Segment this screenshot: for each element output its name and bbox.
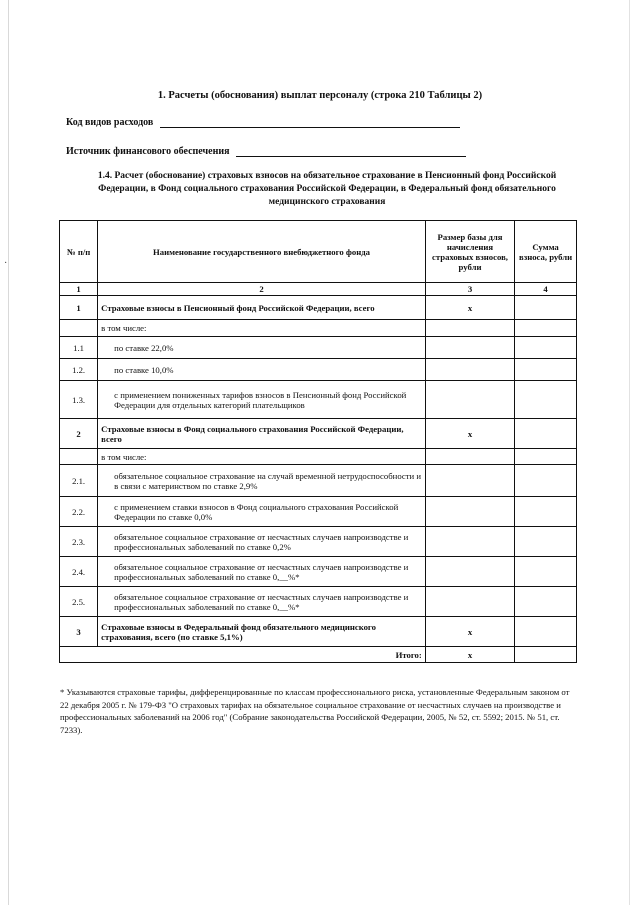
- row-num: 1: [60, 296, 98, 320]
- row-num: 3: [60, 617, 98, 647]
- table-row: [60, 296, 577, 320]
- col-number-4: 4: [515, 283, 577, 296]
- table-row: [60, 617, 577, 647]
- header-base: Размер базы для начисления страховых взносов, рубли: [425, 221, 514, 283]
- total-sum[interactable]: [515, 647, 577, 663]
- row-base[interactable]: [425, 497, 514, 527]
- row-sum[interactable]: [515, 320, 577, 337]
- table-row: [60, 527, 577, 557]
- row-sum[interactable]: [515, 557, 577, 587]
- insurance-contributions-table: [59, 220, 577, 663]
- row-base[interactable]: x: [425, 296, 514, 320]
- row-sum[interactable]: [515, 527, 577, 557]
- table-row: [60, 449, 577, 465]
- header-sum: Сумма взноса, рубли: [515, 221, 577, 283]
- row-base[interactable]: [425, 449, 514, 465]
- table-row: [60, 359, 577, 381]
- subsection-heading: 1.4. Расчет (обоснование) страховых взносов на обязательное страхование в Пенсионный фонд Российской Федерации, в Фонд социального страхования Российской Федерации, в Федеральный фонд обязательного медицинского страхования: [97, 171, 557, 207]
- row-num: 2: [60, 419, 98, 449]
- header-name: Наименование государственного внебюджетного фонда: [98, 221, 426, 283]
- row-name: Страховые взносы в Пенсионный фонд Российской Федерации, всего: [98, 296, 426, 320]
- row-base[interactable]: [425, 587, 514, 617]
- row-name: с применением ставки взносов в Фонд социального страхования Российской Федерации по ставке 0,0%: [98, 497, 426, 527]
- table-row: [60, 557, 577, 587]
- row-num: 2.2.: [60, 497, 98, 527]
- row-num: [60, 320, 98, 337]
- table-row: [60, 320, 577, 337]
- expense-code-input-line[interactable]: [160, 116, 460, 128]
- row-num: 1.3.: [60, 381, 98, 419]
- row-base[interactable]: [425, 557, 514, 587]
- row-name: Страховые взносы в Федеральный фонд обязательного медицинского страхования, всего (по ставке 5,1%): [98, 617, 426, 647]
- row-name: обязательное социальное страхование от несчастных случаев напроизводстве и профессиональных заболеваний по ставке 0,__%*: [98, 587, 426, 617]
- row-name: в том числе:: [98, 320, 426, 337]
- total-base[interactable]: x: [425, 647, 514, 663]
- table-row: [60, 381, 577, 419]
- scan-edge-left: [8, 0, 9, 905]
- table-row: [60, 587, 577, 617]
- row-base[interactable]: x: [425, 617, 514, 647]
- margin-mark: ·: [4, 258, 8, 269]
- col-number-2: 2: [98, 283, 426, 296]
- row-sum[interactable]: [515, 617, 577, 647]
- row-name: по ставке 22,0%: [98, 337, 426, 359]
- table-row: [60, 419, 577, 449]
- row-base[interactable]: x: [425, 419, 514, 449]
- row-base[interactable]: [425, 320, 514, 337]
- row-sum[interactable]: [515, 449, 577, 465]
- scan-edge-right: [629, 0, 630, 905]
- total-row: [60, 647, 577, 663]
- total-label: Итого:: [60, 647, 426, 663]
- row-num: 2.4.: [60, 557, 98, 587]
- row-base[interactable]: [425, 381, 514, 419]
- row-base[interactable]: [425, 337, 514, 359]
- row-sum[interactable]: [515, 419, 577, 449]
- funding-source-label: Источник финансового обеспечения: [66, 146, 230, 157]
- row-num: 2.3.: [60, 527, 98, 557]
- row-base[interactable]: [425, 359, 514, 381]
- row-name: обязательное социальное страхование от несчастных случаев напроизводстве и профессиональных заболеваний по ставке 0,__%*: [98, 557, 426, 587]
- row-sum[interactable]: [515, 465, 577, 497]
- row-name: в том числе:: [98, 449, 426, 465]
- row-name: Страховые взносы в Фонд социального страхования Российской Федерации, всего: [98, 419, 426, 449]
- footnote: * Указываются страховые тарифы, дифференцированные по классам профессионального риска, установленные Федеральным законом от 22 декабря 2005 г. № 179-ФЗ "О страховых тарифах на обязательное социальное страхование от несчастных случаев на производстве и профессиональных заболеваний на 2006 год" (Собрание законодательства Российской Федерации, 2005, № 52, ст. 5592; 2015. № 51, ст. 7233).: [60, 687, 570, 735]
- table-row: [60, 337, 577, 359]
- table-row: [60, 465, 577, 497]
- row-sum[interactable]: [515, 497, 577, 527]
- expense-code-row: [66, 116, 460, 128]
- row-base[interactable]: [425, 465, 514, 497]
- row-num: [60, 449, 98, 465]
- funding-source-row: [66, 145, 466, 157]
- row-num: 1.1: [60, 337, 98, 359]
- row-sum[interactable]: [515, 296, 577, 320]
- row-sum[interactable]: [515, 381, 577, 419]
- header-num: № п/п: [60, 221, 98, 283]
- row-num: 1.2.: [60, 359, 98, 381]
- funding-source-input-line[interactable]: [236, 145, 466, 157]
- table-row: [60, 497, 577, 527]
- row-name: по ставке 10,0%: [98, 359, 426, 381]
- row-num: 2.5.: [60, 587, 98, 617]
- section-heading: 1. Расчеты (обоснования) выплат персоналу (строка 210 Таблицы 2): [157, 90, 483, 101]
- row-name: обязательное социальное страхование на случай временной нетрудоспособности и в связи с материнством по ставке 2,9%: [98, 465, 426, 497]
- row-name: обязательное социальное страхование от несчастных случаев напроизводстве и профессиональных заболеваний по ставке 0,2%: [98, 527, 426, 557]
- row-sum[interactable]: [515, 337, 577, 359]
- row-sum[interactable]: [515, 359, 577, 381]
- col-number-3: 3: [425, 283, 514, 296]
- row-name: с применением пониженных тарифов взносов в Пенсионный фонд Российской Федерации для отдельных категорий плательщиков: [98, 381, 426, 419]
- row-base[interactable]: [425, 527, 514, 557]
- row-sum[interactable]: [515, 587, 577, 617]
- expense-code-label: Код видов расходов: [66, 117, 154, 128]
- row-num: 2.1.: [60, 465, 98, 497]
- col-number-1: 1: [60, 283, 98, 296]
